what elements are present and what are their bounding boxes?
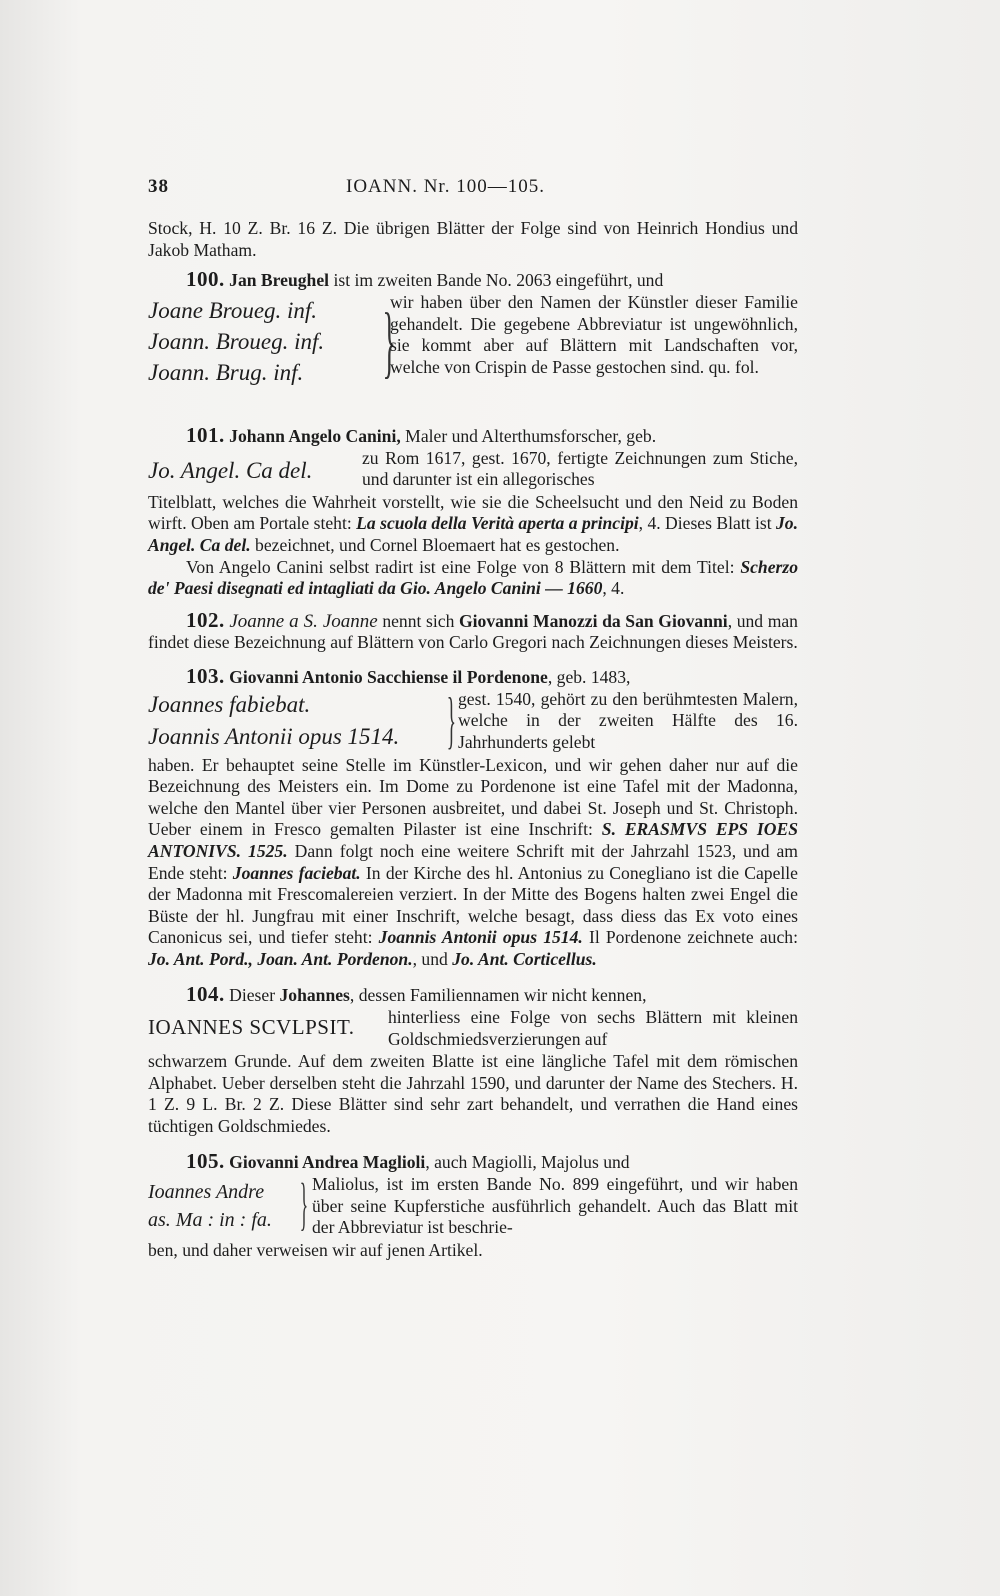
text: Von Angelo Canini selbst radirt ist eine Folge von 8 Blättern mit dem Titel: xyxy=(186,556,741,577)
entry-name: Jan Breughel xyxy=(229,270,330,291)
signature: Jo. Angel. Ca del. xyxy=(148,457,313,483)
entry-103-first-line xyxy=(148,663,798,689)
entry-104-first-line xyxy=(148,984,798,1007)
entry-100-first-line xyxy=(148,269,798,292)
text: nennt sich xyxy=(377,610,459,631)
quoted-title: Scherzo de' Paesi disegnati ed intagliati da Gio. Angelo Canini — 1660 xyxy=(148,556,798,599)
signature-ref: Jo. Ant. Corticellus. xyxy=(452,948,597,969)
paragraph: ben, und daher verweisen wir auf jenen Artikel. xyxy=(148,1240,483,1261)
signature-block xyxy=(148,689,448,753)
side-text: zu Rom 1617, gest. 1670, fertigte Zeichnungen zum Stiche, und darunter ist ein allegorisches xyxy=(362,447,798,490)
paragraph xyxy=(148,755,798,971)
signature-2: as. Ma : in : fa. xyxy=(148,1209,272,1232)
entry-text: Maler und Alterthumsforscher, geb. xyxy=(405,426,657,447)
signature-1: Ioannes Andre xyxy=(148,1181,265,1204)
entry-100 xyxy=(148,269,798,419)
entry-text: Dieser xyxy=(229,985,280,1006)
entry-105-first-line xyxy=(148,1151,798,1174)
text: haben. Er behauptet seine Stelle im Künstler-Lexicon, und wir gehen daher nur auf die Bezeichnung des Meisters ein. Im Dome zu Pordenone ist eine Tafel mit der Madonna, welche den Mantel über vier Personen ausbreitet, und dabei St. Joseph und St. Christoph. Ueber einem in Fresco gemalten Pilaster ist eine Inschrift: xyxy=(148,754,798,840)
entry-name: Johannes xyxy=(279,985,350,1006)
text: bezeichnet, und Cornel Bloemaert hat es gestochen. xyxy=(250,534,620,555)
inscription: Joannis Antonii opus 1514. xyxy=(378,927,583,948)
entry-name: Giovanni Antonio Sacchiense il Pordenone xyxy=(229,666,548,687)
text: , und man findet diese Bezeichnung auf Blättern von Carlo Gregori nach Zeichnungen dieses Meisters. xyxy=(148,610,798,653)
entry-number: 105. xyxy=(186,1149,225,1174)
signature: Joanne a S. Joanne xyxy=(229,610,378,632)
signature-1: Joannes fabiebat. xyxy=(148,691,311,717)
text: Dann folgt noch eine weitere Schrift mit der Jahrzahl 1523, und am Ende steht: xyxy=(148,840,798,883)
page-header xyxy=(148,176,798,200)
entry-text: ist im zweiten Bande No. 2063 eingeführt, und xyxy=(333,270,664,291)
signature-1: Joane Broueg. inf. xyxy=(148,298,318,324)
entry-101 xyxy=(148,425,798,600)
text: , und xyxy=(412,948,453,969)
brace-icon: } xyxy=(382,298,396,387)
page-number: 38 xyxy=(148,176,169,197)
signature-ref: Jo. Angel. Ca del. xyxy=(148,513,798,555)
entry-text: , geb. 1483, xyxy=(547,666,631,687)
brace-icon: } xyxy=(446,683,456,755)
intro-paragraph: Stock, H. 10 Z. Br. 16 Z. Die übrigen Blätter der Folge sind von Heinrich Hondius und Jakob Matham. xyxy=(148,218,798,260)
entry-102 xyxy=(148,607,798,654)
entry-number: 103. xyxy=(186,663,225,688)
text: , 4. Dieses Blatt ist xyxy=(638,513,776,534)
entry-name: Giovanni Andrea Maglioli xyxy=(229,1152,426,1173)
signature-block xyxy=(148,1178,308,1234)
side-text: Maliolus, ist im ersten Bande No. 899 eingeführt, und wir haben über seine Kupferstiche ausführlich gehandelt. Auch das Blatt mit der Abbreviatur ist beschrie- xyxy=(312,1174,798,1238)
text: , 4. xyxy=(602,578,625,599)
brace-icon: } xyxy=(299,1171,309,1237)
entry-number: 100. xyxy=(186,267,225,292)
paragraph: schwarzem Grunde. Auf dem zweiten Blatte ist eine längliche Tafel mit dem römischen Alphabet. Ueber derselben steht die Jahrzahl 1590, und darunter der Name des Stechers. H. 1 Z. 9 L. Br. 2 Z. Diese Blätter sind sehr zart behandelt, und verrathen die Hand eines tüchtigen Goldschmiedes. xyxy=(148,1051,798,1136)
text: Il Pordenone zeichnete auch: xyxy=(582,927,798,948)
text: In der Kirche des hl. Antonius zu Conegliano ist die Capelle der Madonna mit Frescomalereien verziert. In der Mitte des Bogens halten zwei Engel die Büste der hl. Jungfrau mit einer Inschrift, welche besagt, dass diess das Ex voto eines Canonicus sei, und tiefer steht: xyxy=(148,862,798,948)
entry-text: , dessen Familiennamen wir nicht kennen, xyxy=(349,985,647,1006)
text: Titelblatt, welches die Wahrheit vorstellt, wie sie die Scheelsucht und den Neid zu Boden wirft. Oben am Portale steht: xyxy=(148,491,798,534)
inscription: S. ERASMVS EPS IOES ANTONIVS. 1525. xyxy=(148,819,798,861)
side-text: wir haben über den Namen der Künstler dieser Familie gehandelt. Die gegebene Abbreviatur ist ungewöhnlich, sie kommt aber auf Blättern mit Landschaften vor, welche von Crispin de Passe gestochen sind. qu. fol. xyxy=(390,292,798,377)
entry-number: 102. xyxy=(186,607,225,632)
text-column xyxy=(148,218,798,1262)
entry-number: 104. xyxy=(186,982,225,1007)
entry-105-sig-row xyxy=(148,1171,798,1240)
entry-number: 101. xyxy=(186,423,225,448)
paragraph xyxy=(148,492,798,557)
signature-2: Joann. Broueg. inf. xyxy=(148,329,325,355)
paragraph xyxy=(148,557,798,600)
signature-ref: Jo. Ant. Pord., Joan. Ant. Pordenon. xyxy=(148,948,413,969)
signature: IOANNES SCVLPSIT. xyxy=(148,1015,355,1040)
inscription: Joannes faciebat. xyxy=(232,862,361,883)
signature-3: Joann. Brug. inf. xyxy=(148,360,304,386)
signature-block xyxy=(148,295,378,388)
paragraph xyxy=(148,607,798,654)
entry-105 xyxy=(148,1151,798,1261)
entry-103-sig-row xyxy=(148,683,798,755)
side-text: gest. 1540, gehört zu den berühmtesten Malern, welche in der zweiten Hälfte des 16. Jahrhunderts gelebt xyxy=(458,688,798,752)
side-text: hinterliess eine Folge von sechs Blättern mit kleinen Goldschmiedsverzierungen auf xyxy=(388,1007,798,1049)
entry-name: Johann Angelo Canini, xyxy=(229,426,401,447)
signature-2: Joannis Antonii opus 1514. xyxy=(148,723,400,749)
running-head: IOANN. Nr. 100—105. xyxy=(346,176,545,197)
entry-104-sig-row xyxy=(148,1007,798,1051)
quoted-title: La scuola della Verità aperta a principi xyxy=(356,513,639,534)
entry-103 xyxy=(148,663,798,971)
entry-101-sig-row xyxy=(148,448,798,492)
entry-104 xyxy=(148,984,798,1137)
entry-name: Giovanni Manozzi da San Giovanni xyxy=(458,610,728,631)
entry-text: , auch Magiolli, Majolus und xyxy=(425,1152,630,1173)
entry-101-first-line xyxy=(148,425,798,448)
